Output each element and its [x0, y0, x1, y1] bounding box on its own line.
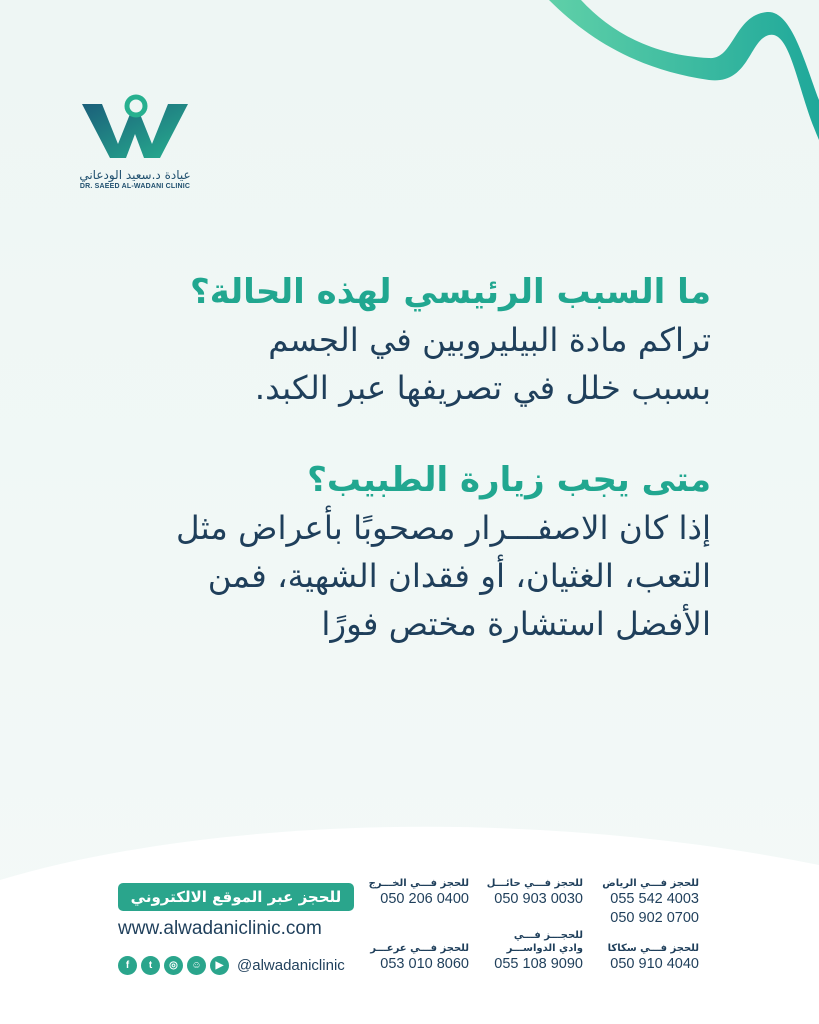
phone-number[interactable]: 050 206 0400 — [380, 891, 469, 907]
question-block-doctor-visit — [100, 456, 711, 648]
decorative-ribbon — [519, 0, 819, 150]
phone-riyadh — [602, 877, 699, 928]
answer-line: التعب، الغثيان، أو فقدان الشهية، فمن — [207, 557, 711, 595]
phone-label: للحجز فـــي الخـــرج — [368, 878, 469, 889]
logo-mark-icon — [80, 92, 190, 162]
phone-arar — [370, 942, 469, 974]
answer-line: إذا كان الاصفـــرار مصحوبًا بأعراض مثل — [176, 509, 711, 547]
phone-sakaka — [608, 942, 699, 974]
phone-label-line2: وادي الدواســـر — [506, 943, 583, 954]
logo-english-text: DR. SAEED AL-WADANI CLINIC — [79, 183, 191, 190]
phone-label: للحجز فـــي الرياض — [602, 878, 699, 889]
phone-number[interactable]: 050 902 0700 — [610, 910, 699, 926]
answer-line: الأفضل استشارة مختص فورًا — [321, 605, 711, 643]
phone-alkharj — [369, 877, 469, 909]
phone-label: للحجز فـــي سكاكا — [607, 943, 699, 954]
phone-number[interactable]: 050 903 0030 — [494, 891, 583, 907]
logo-arabic-text: عيادة د.سعيد الودعاني — [79, 168, 191, 182]
social-handle: @alwadaniclinic — [237, 957, 345, 974]
phone-label: للحجـــز فـــي — [513, 930, 583, 941]
youtube-icon[interactable]: ▶ — [210, 956, 229, 975]
phone-number[interactable]: 055 108 9090 — [494, 956, 583, 972]
answer-line: تراكم مادة البيليروبين في الجسم — [268, 321, 711, 359]
question-heading: متى يجب زيارة الطبيب؟ — [307, 460, 711, 500]
online-booking-button[interactable]: للحجز عبر الموقع الالكتروني — [118, 883, 354, 911]
phone-number[interactable]: 053 010 8060 — [380, 956, 469, 972]
phone-number[interactable]: 050 910 4040 — [610, 956, 699, 972]
phone-hail — [487, 877, 583, 909]
social-links — [118, 956, 345, 975]
snapchat-icon[interactable]: ☺ — [187, 956, 206, 975]
facebook-icon[interactable]: f — [118, 956, 137, 975]
website-link[interactable]: www.alwadaniclinic.com — [118, 918, 322, 939]
question-block-cause — [100, 268, 711, 412]
phone-number[interactable]: 055 542 4003 — [610, 891, 699, 907]
phone-wadi-aldawasir — [494, 929, 583, 974]
answer-line: بسبب خلل في تصريفها عبر الكبد. — [254, 369, 711, 407]
phone-label: للحجز فـــي حائـــل — [486, 878, 583, 889]
clinic-logo — [70, 92, 200, 190]
twitter-icon[interactable]: t — [141, 956, 160, 975]
phone-label: للحجز فـــي عرعـــر — [370, 943, 469, 954]
question-heading: ما السبب الرئيسي لهذه الحالة؟ — [190, 272, 711, 312]
instagram-icon[interactable]: ◎ — [164, 956, 183, 975]
